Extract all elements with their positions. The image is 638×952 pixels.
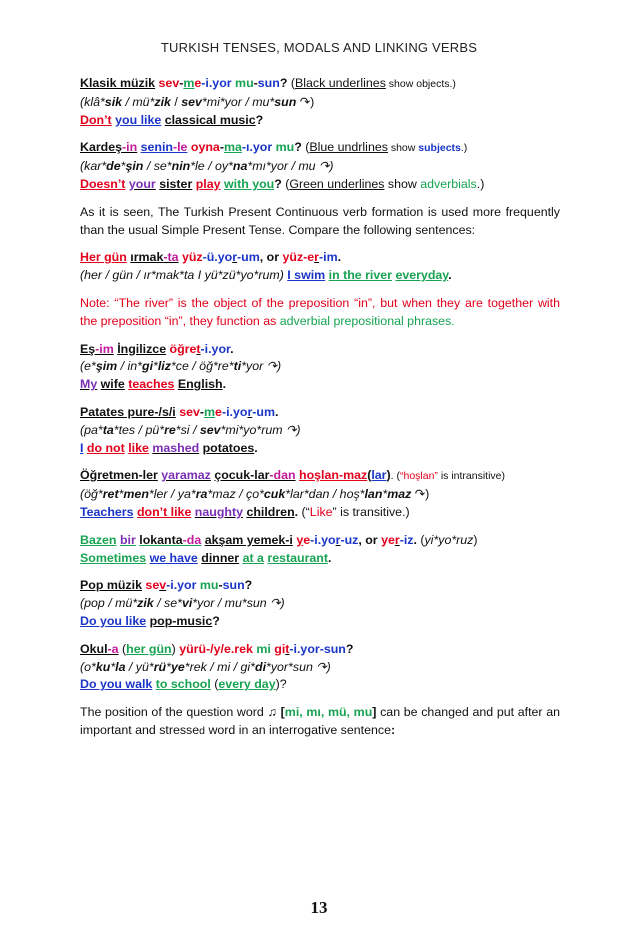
text-segment: yüz — [181, 250, 203, 265]
text-segment: - — [219, 140, 224, 155]
text-segment: adverbial prepositional phrases. — [279, 313, 455, 328]
text-segment: sev — [158, 76, 180, 90]
text-segment: to school — [155, 677, 211, 692]
text-segment: -i.yo — [221, 404, 248, 419]
text-segment: t — [196, 341, 201, 356]
text-segment: -le — [172, 140, 188, 155]
text-segment: show objects.) — [385, 78, 456, 90]
text-segment: Öğretmen-ler — [80, 468, 158, 483]
text-segment: naughty — [194, 504, 243, 519]
text-segment: gi — [274, 641, 286, 656]
text-segment: (kar* — [80, 159, 107, 174]
text-segment: pop-music — [149, 613, 213, 628]
text-line — [80, 376, 560, 394]
text-segment: dinner — [201, 550, 240, 565]
text-segment: men — [123, 487, 149, 502]
text-segment: *yor*sun ↷) — [266, 659, 331, 674]
text-segment: you like — [115, 112, 162, 127]
text-segment: r — [247, 404, 253, 419]
text-segment: -ta — [163, 250, 179, 265]
text-segment: Okul — [80, 641, 108, 656]
text-segment: Note: “ — [80, 295, 119, 310]
text-segment: at a — [242, 550, 264, 565]
text-segment: ? — [294, 140, 302, 155]
text-segment: -i.yor — [201, 76, 232, 90]
text-segment: ♫ [ — [267, 705, 285, 720]
text-segment: re — [164, 422, 176, 437]
text-segment: -um — [237, 250, 260, 265]
text-segment: (“ — [298, 504, 310, 519]
text-segment: -i.yor — [166, 578, 197, 593]
text-segment: . — [413, 532, 417, 547]
text-segment: Like — [309, 504, 333, 519]
text-segment: -i.yor — [200, 341, 231, 356]
text-segment: bir — [119, 532, 136, 547]
text-segment: -um — [252, 404, 275, 419]
text-segment: m — [204, 404, 216, 419]
text-segment: r — [394, 532, 400, 547]
text-segment: The position of the question word — [80, 705, 268, 720]
text-segment: I swim — [287, 268, 326, 283]
text-line — [80, 404, 560, 422]
text-line — [80, 504, 560, 522]
text-segment: m — [183, 76, 195, 90]
text-segment: Doesn’t — [80, 176, 126, 191]
text-segment: (o* — [80, 659, 96, 674]
text-segment: -i.yor-sun — [289, 641, 346, 656]
text-segment: classical music — [164, 112, 256, 127]
text-segment: yüz — [282, 250, 304, 265]
text-segment: -iz — [399, 532, 414, 547]
text-segment: cuk — [263, 487, 286, 502]
text-segment: My — [80, 377, 98, 392]
text-segment: *lar*dan / hoş* — [285, 487, 365, 502]
text-segment: play — [195, 176, 221, 191]
text-segment: ” is transitive.) — [332, 504, 410, 519]
text-segment: * — [120, 159, 126, 174]
text-segment: sev — [181, 94, 202, 109]
text-segment: se — [145, 578, 160, 593]
text-segment: *mi*yo*rum ↷) — [220, 422, 301, 437]
text-segment: her gün — [126, 641, 172, 656]
text-segment: Bazen — [80, 532, 117, 547]
text-segment: ti — [233, 359, 242, 374]
text-segment: ? — [255, 112, 264, 127]
text-segment: hoşlan-maz — [299, 468, 368, 483]
text-segment: ırmak — [130, 250, 164, 265]
text-segment: -uz — [340, 532, 359, 547]
text-segment: e — [215, 404, 222, 419]
text-segment: mu — [235, 76, 254, 90]
text-line — [80, 249, 560, 267]
text-segment: Don’t — [80, 112, 112, 127]
text-segment: *ce / öğ*re* — [170, 359, 234, 374]
text-segment: - — [218, 578, 223, 593]
text-segment: *tes / pü* — [113, 422, 165, 437]
text-segment: - — [179, 76, 184, 90]
text-segment: (e* — [80, 359, 96, 374]
text-segment: ye — [381, 532, 395, 547]
text-line — [80, 467, 560, 486]
text-segment: show — [387, 142, 419, 155]
text-segment: lar — [371, 468, 387, 483]
text-segment: Patates pure-/s/i — [80, 404, 176, 419]
text-line — [80, 613, 560, 631]
text-segment: na — [232, 159, 248, 174]
text-segment: ) — [386, 468, 391, 483]
text-segment: can be changed and put after an important and stresse — [80, 705, 560, 737]
text-segment: mi, mı, mü, mu — [284, 705, 373, 720]
text-segment: / in* — [117, 359, 142, 374]
text-segment: Her gün — [80, 250, 127, 265]
text-segment: Kardeş — [80, 140, 123, 155]
text-segment: like — [128, 440, 149, 455]
text-segment: zik — [137, 596, 154, 611]
text-segment: mu — [199, 578, 219, 593]
text-segment: -i.yo — [310, 532, 336, 547]
text-segment: restaurant — [267, 550, 328, 565]
paragraph — [80, 295, 560, 331]
text-segment: la — [115, 659, 126, 674]
text-segment: -da — [182, 532, 202, 547]
text-segment: show — [384, 176, 421, 191]
text-segment: / se* — [143, 159, 172, 174]
text-segment: (klâ* — [80, 94, 105, 109]
text-segment: / se* — [153, 596, 182, 611]
text-segment: do not — [86, 440, 125, 455]
text-segment: ? — [244, 578, 253, 593]
text-segment: sun — [222, 578, 245, 593]
text-segment: İngilizce — [117, 341, 167, 356]
text-segment: The — [118, 295, 140, 310]
text-segment: liz — [157, 359, 171, 374]
text-segment: çocuk-lar — [214, 468, 270, 483]
text-segment: mashed — [152, 440, 200, 455]
text-segment: Do you walk — [80, 677, 153, 692]
text-segment: sev — [199, 422, 221, 437]
text-segment: ↷) — [296, 94, 315, 109]
text-segment: e — [303, 532, 311, 547]
text-segment: wife — [100, 377, 125, 392]
text-segment: -im — [319, 250, 338, 265]
text-segment: lan — [364, 487, 383, 502]
text-segment: Pop müzik — [80, 578, 142, 593]
text-line — [80, 176, 560, 194]
text-segment: ye — [170, 659, 185, 674]
text-segment: ↷) — [411, 487, 430, 502]
text-segment: oyna — [190, 140, 220, 155]
text-segment: t — [285, 641, 290, 656]
text-segment: English — [177, 377, 223, 392]
text-segment: ret — [102, 487, 119, 502]
text-segment: * — [166, 659, 171, 674]
text-line — [80, 577, 560, 595]
text-segment: ku — [95, 659, 111, 674]
page-content — [80, 75, 560, 751]
text-segment: *yor ↷) — [241, 359, 282, 374]
text-segment: rü — [153, 659, 167, 674]
text-segment: * — [110, 659, 116, 674]
text-segment: . — [254, 440, 258, 455]
text-segment: -in — [122, 140, 138, 155]
text-segment: we have — [149, 550, 198, 565]
text-segment: sister — [159, 176, 193, 191]
text-segment: - — [253, 76, 258, 90]
text-segment: ] — [372, 705, 377, 720]
text-segment: d — [199, 724, 205, 737]
text-segment: ? — [345, 641, 354, 656]
text-segment: sun — [257, 76, 280, 90]
text-segment: sun — [274, 94, 297, 109]
text-segment: “hoşlan” — [399, 470, 438, 483]
running-header: TURKISH TENSES, MODALS AND LINKING VERBS — [160, 40, 478, 55]
text-segment: I — [80, 440, 84, 455]
text-segment: *mı*yor / mu ↷) — [247, 159, 334, 174]
text-segment: *le / oy* — [190, 159, 233, 174]
text-segment: : — [390, 722, 396, 737]
text-segment: Black underlines — [294, 76, 386, 90]
text-segment: . — [337, 250, 342, 265]
text-segment: * — [153, 359, 158, 374]
text-line — [80, 158, 560, 176]
text-segment: gi — [142, 359, 154, 374]
text-segment: Sometimes — [80, 550, 147, 565]
text-segment: maz — [387, 487, 412, 502]
text-segment: akşam yemek-i — [204, 532, 293, 547]
text-segment: r*mak*ta I yü*zü*yo*rum) — [146, 268, 284, 283]
text-segment: şin — [125, 159, 144, 174]
text-segment: -e — [303, 250, 315, 265]
text-segment: / mü* — [122, 94, 155, 109]
text-segment: , or — [358, 532, 382, 547]
text-line — [80, 550, 560, 568]
text-segment: ta — [102, 422, 114, 437]
text-segment: (pop / mü* — [80, 596, 138, 611]
text-segment: *mi*yor / mu* — [201, 94, 275, 109]
text-segment: potatoes — [202, 440, 255, 455]
text-segment: )? — [275, 677, 287, 692]
text-line — [80, 422, 560, 440]
text-line — [80, 595, 560, 613]
text-segment: Klasik müzik — [80, 76, 156, 90]
text-segment: . — [448, 268, 452, 283]
text-segment: şim — [95, 359, 118, 374]
text-segment: -im — [95, 341, 114, 356]
text-segment: ) — [171, 641, 176, 656]
text-segment: ( — [367, 468, 372, 483]
text-segment: sev — [179, 404, 200, 419]
text-segment: r — [335, 532, 341, 547]
text-segment: with you — [223, 176, 275, 191]
text-segment: subjects — [418, 142, 461, 155]
text-segment: sik — [104, 94, 123, 109]
text-line — [80, 341, 560, 359]
text-segment: ? — [274, 176, 282, 191]
text-segment: don’t like — [136, 504, 192, 519]
text-segment: mi — [256, 641, 271, 656]
text-line — [80, 139, 560, 158]
text-segment: . — [274, 404, 279, 419]
text-segment: / yü* — [125, 659, 154, 674]
text-line — [80, 641, 560, 659]
text-line — [80, 75, 560, 94]
text-segment: r — [314, 250, 319, 265]
text-segment: yaramaz — [161, 468, 211, 483]
text-segment: -ı.yor — [241, 140, 273, 155]
text-segment: v — [159, 578, 167, 593]
text-segment: , or — [259, 250, 283, 265]
text-segment: Teachers — [80, 504, 134, 519]
paragraph — [80, 704, 560, 741]
text-segment: . — [222, 377, 227, 392]
text-segment: ) — [473, 532, 478, 547]
text-segment: -ü.yo — [202, 250, 233, 265]
text-segment: .) — [476, 176, 485, 191]
text-segment: ? — [279, 76, 288, 90]
text-segment: mu — [275, 140, 295, 155]
text-line — [80, 440, 560, 458]
text-segment: yürü-/y/e.rek — [179, 641, 253, 656]
text-segment: * — [382, 487, 388, 502]
text-line — [80, 486, 560, 504]
text-segment: di — [255, 659, 267, 674]
text-segment: (pa* — [80, 422, 103, 437]
text-line — [80, 94, 560, 112]
text-segment: . — [294, 504, 299, 519]
text-segment: r — [232, 250, 238, 265]
text-segment: y — [296, 532, 304, 547]
text-segment: Eş — [80, 341, 96, 356]
page-number: 13 — [310, 898, 328, 917]
paragraph — [80, 204, 560, 240]
text-segment: *ler / ya* — [148, 487, 196, 502]
text-segment: zik — [154, 94, 171, 109]
text-segment: ( — [281, 176, 290, 191]
text-segment: ra — [195, 487, 208, 502]
text-segment: ( — [118, 641, 127, 656]
text-segment: .) — [460, 142, 468, 155]
text-line — [80, 676, 560, 694]
text-segment: Do you like — [80, 613, 147, 628]
text-segment: Green underlines — [289, 176, 385, 191]
text-segment: . ( — [390, 470, 400, 483]
text-segment: yi*yo*ruz — [424, 532, 474, 547]
text-segment: . — [328, 550, 332, 565]
text-segment: in the river — [328, 268, 392, 283]
text-line — [80, 659, 560, 677]
text-segment: As it is seen, The Turkish Present Continuous verb formation is used more frequently than the usual Simple Present Tense. Compare the following sentences: — [80, 204, 560, 237]
text-segment: ( — [301, 140, 310, 155]
text-segment: * — [118, 487, 124, 502]
text-segment: your — [128, 176, 156, 191]
text-segment: de — [106, 159, 121, 174]
text-segment: vi — [181, 596, 193, 611]
text-segment: ( — [287, 76, 295, 90]
text-line — [80, 358, 560, 376]
text-segment: every day — [218, 677, 276, 692]
text-segment: *maz / ço* — [207, 487, 264, 502]
text-segment: word in an interrogative sentence — [205, 722, 391, 737]
text-segment: (öğ* — [80, 487, 103, 502]
text-segment: . — [230, 341, 234, 356]
text-segment: Blue undrlines — [309, 140, 388, 155]
text-segment: teaches — [128, 377, 175, 392]
text-segment: *si / — [175, 422, 200, 437]
text-segment: -dan — [269, 468, 296, 483]
text-segment: is intransitive) — [437, 470, 506, 483]
text-segment: children — [246, 504, 295, 519]
text-segment: ma — [223, 140, 242, 155]
text-segment: (her / gün / ı — [80, 268, 147, 283]
text-segment: adverbials — [420, 176, 477, 191]
text-segment: river” is the object of the preposition “in”, but when they are together with the preposition “in”, they function as — [80, 295, 560, 328]
text-segment: - — [199, 404, 205, 419]
text-segment: everyday — [395, 268, 449, 283]
text-line — [80, 112, 560, 130]
text-segment: nin — [171, 159, 191, 174]
text-segment: lokanta — [139, 532, 183, 547]
text-segment: *yor / mu*sun ↷) — [192, 596, 285, 611]
text-segment: -a — [107, 641, 119, 656]
text-segment: ? — [212, 613, 220, 628]
text-segment: senin — [140, 140, 173, 155]
text-segment: e — [194, 76, 202, 90]
text-line — [80, 532, 560, 550]
text-segment: *rek / mi / gi* — [184, 659, 255, 674]
text-line — [80, 267, 560, 285]
text-segment: / — [170, 94, 182, 109]
text-segment: öğre — [169, 341, 197, 356]
text-segment: ( — [416, 532, 425, 547]
text-segment: ( — [210, 677, 219, 692]
